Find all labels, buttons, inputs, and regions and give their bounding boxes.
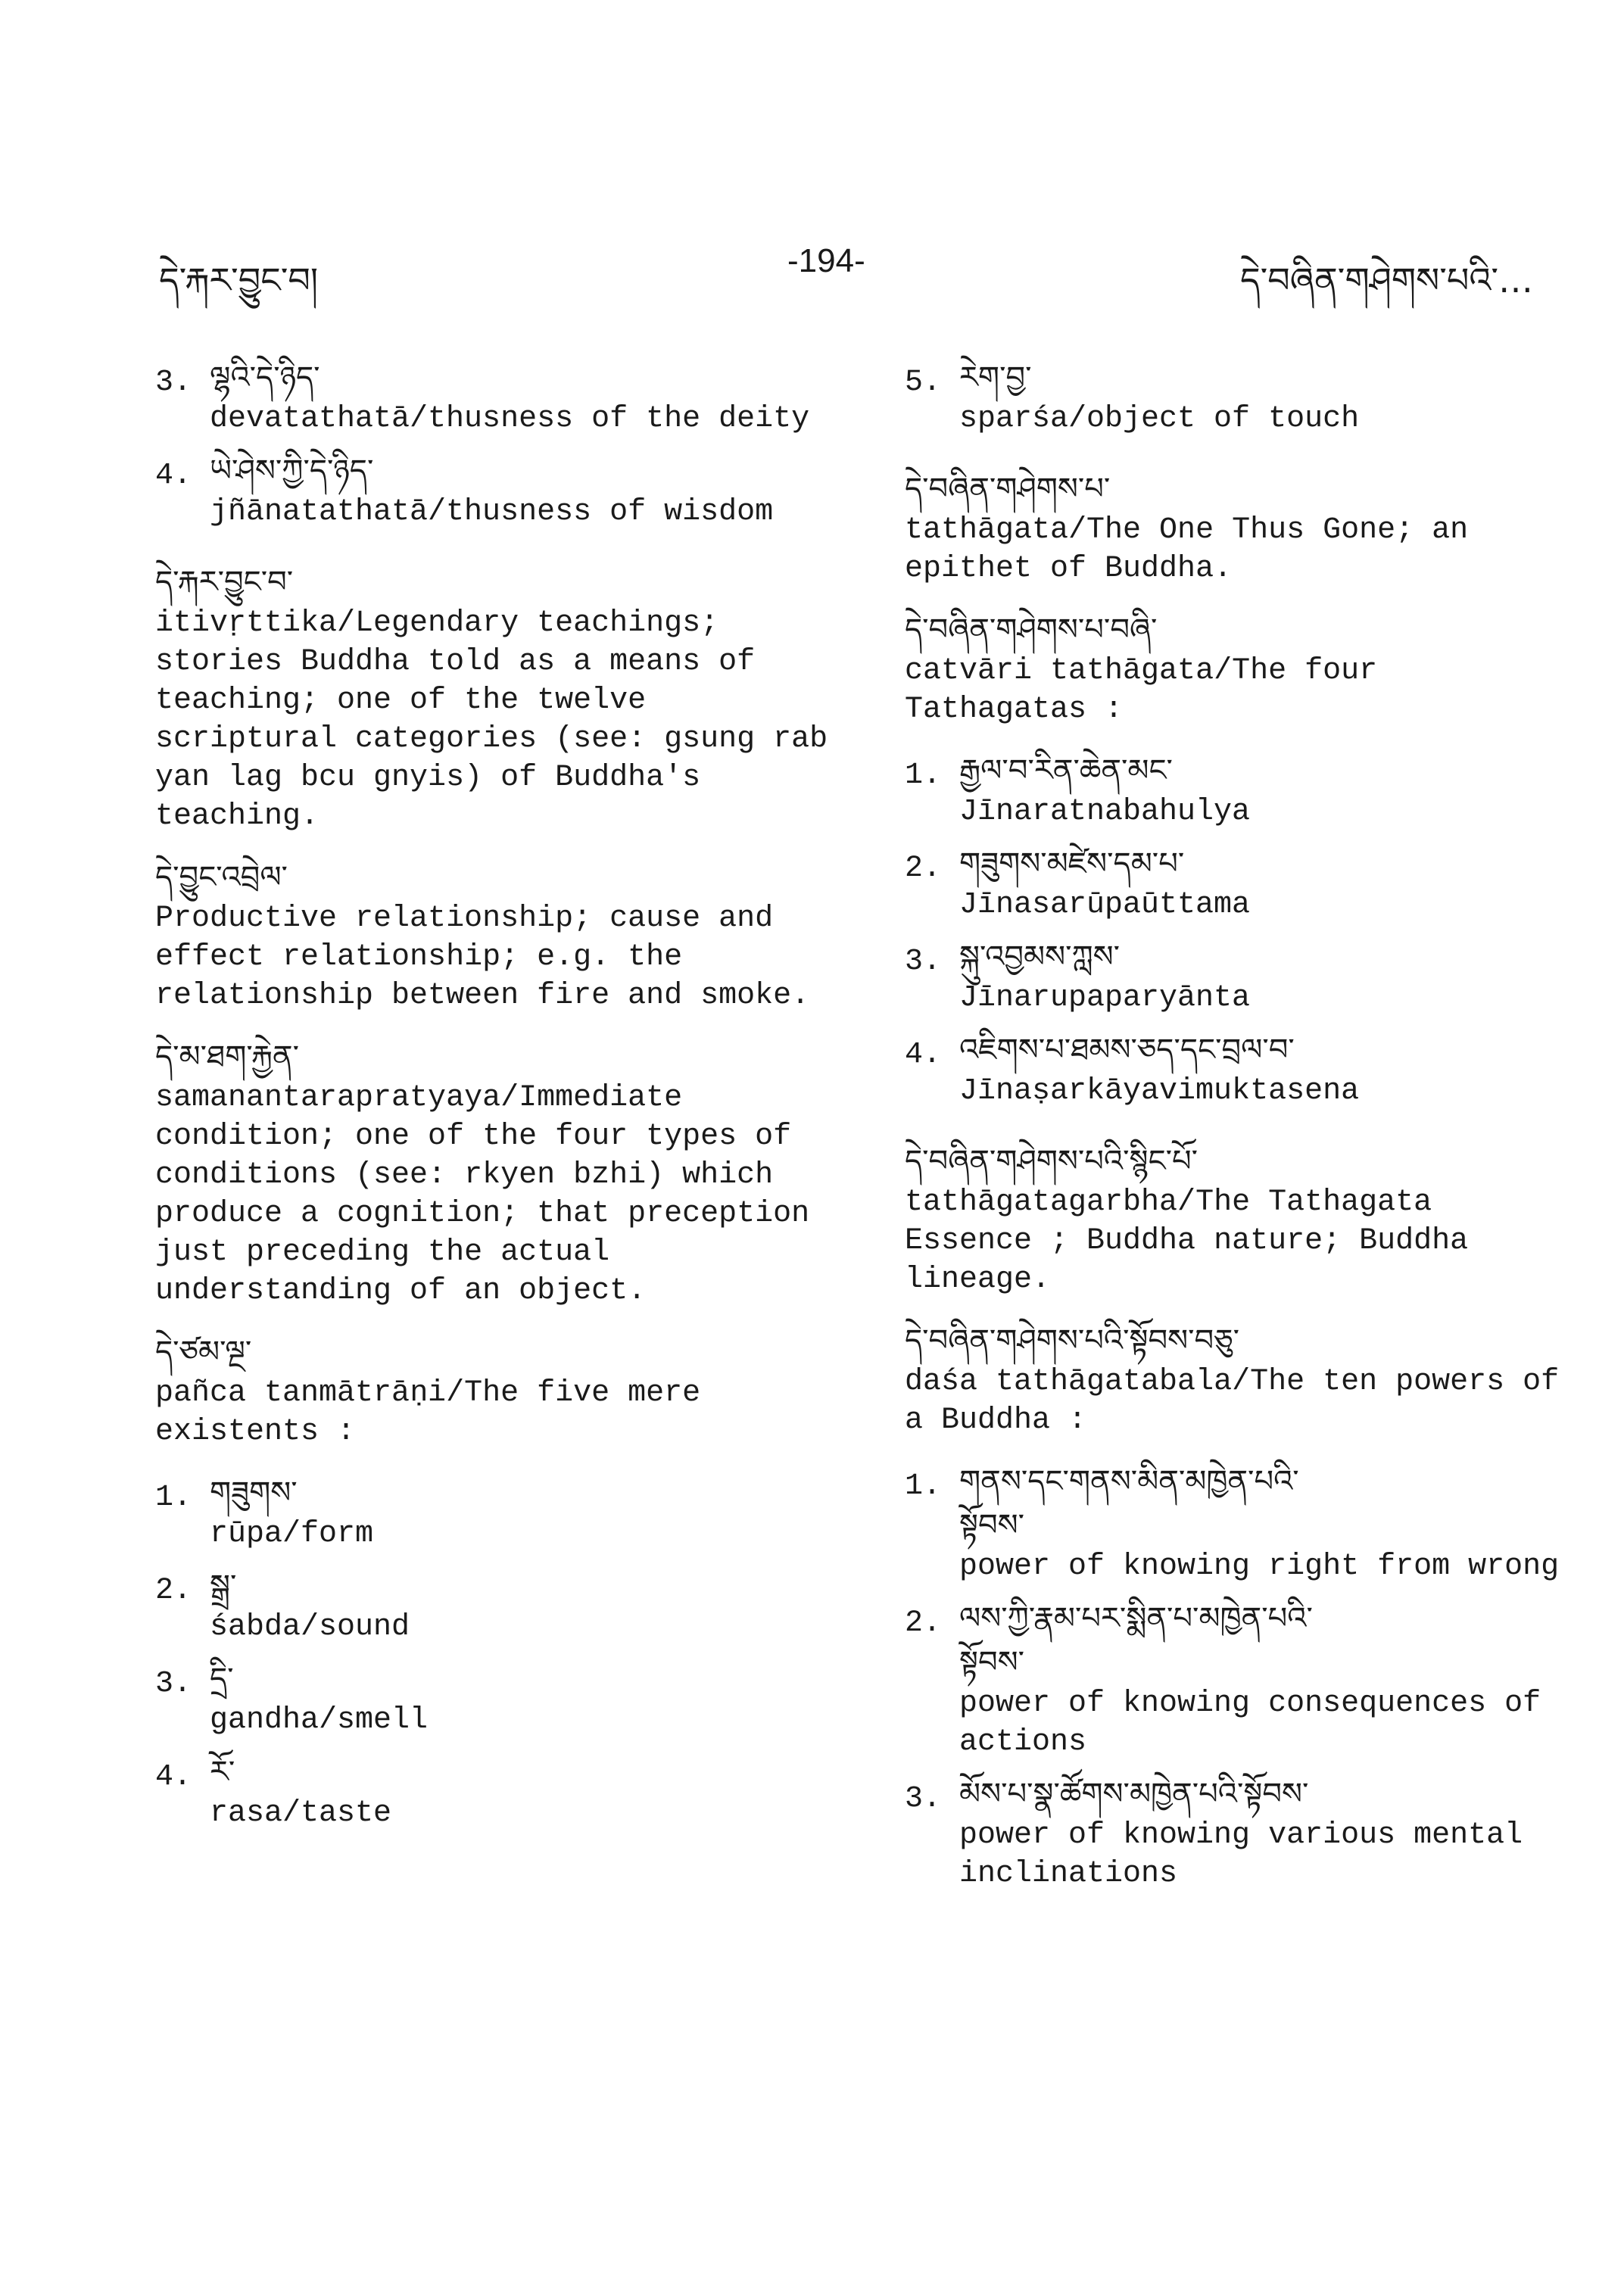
right-column [905,356,1571,1904]
entry-headword: དེ་ཙམ་ལྔ་ [155,1335,252,1369]
list-number: 2. [905,1606,942,1640]
list-number: 3. [905,1782,942,1816]
sanskrit-gloss: śabda/sound [210,1610,410,1644]
tibetan-term: རྒྱལ་བ་རིན་ཆེན་མང་ [959,753,1173,788]
entry-headword: དེ་བཞིན་གཤེགས་པའི་སྙིང་པོ་ [905,1144,1199,1179]
list-number: 4. [905,1038,942,1072]
sanskrit-gloss: rasa/taste [210,1796,392,1830]
entry-headword: དེ་བཞིན་གཤེགས་པའི་སྟོབས་བཅུ་ [905,1323,1240,1358]
tibetan-term: སྒྲ་ [210,1569,237,1603]
sanskrit-gloss: sparśa/object of touch [959,402,1360,436]
glossary-entry [155,560,837,836]
list-number: 2. [155,1574,192,1608]
entry-headword: དེ་རྐར་བྱུང་བ་ [155,565,294,600]
glossary-entry [155,1035,837,1310]
running-head-right: དེ་བཞིན་གཤེགས་པའི་… [1240,260,1533,301]
sanskrit-gloss: Jīnaṣarkāyavimuktasena [959,1074,1360,1108]
entry-headword: དེ་བྱུང་འབྲེལ་ [155,860,288,895]
entry-definition: samanantarapratyaya/Immediate condition; one of the four types of conditions (see: rkyen bzhi) which produce a cognition; that preception just preceding the actual understanding of an object. [155,1081,810,1308]
list-item [905,1460,1571,1586]
glossary-entry [155,1330,837,1451]
sanskrit-gloss: gandha/smell [210,1703,429,1737]
entry-headword: དེ་མ་ཐག་རྐྱེན་ [155,1039,299,1074]
list-item [905,356,1571,438]
tibetan-term: འཇིགས་པ་ཐམས་ཅད་དང་བྲལ་བ་ [959,1033,1295,1067]
tibetan-term-cont: སྟོབས་ [959,1645,1025,1680]
entry-definition: tathāgatagarbha/The Tathagata Essence ; Buddha nature; Buddha lineage. [905,1185,1469,1297]
list-item [155,1564,837,1647]
entry-definition: pañca tanmātrāṇi/The five mere existents : [155,1376,701,1449]
list-item [905,1028,1571,1111]
sanskrit-gloss: Jīnasarūpaūttama [959,888,1251,922]
entry-definition: tathāgata/The One Thus Gone; an epithet of Buddha. [905,513,1469,586]
list-item [155,1471,837,1553]
list-item [905,1772,1571,1893]
list-number: 3. [905,945,942,979]
tibetan-term: གནས་དང་གནས་མིན་མཁྱེན་པའི་ [959,1464,1299,1499]
tibetan-term: ཡེ་ཤེས་ཀྱི་དེ་ཉིད་ [210,453,374,488]
entry-definition: Productive relationship; cause and effect relationship; e.g. the relationship between fire and smoke. [155,902,810,1013]
entry-headword: དེ་བཞིན་གཤེགས་པ་ [905,472,1111,506]
tibetan-term: རོ་ [210,1755,235,1790]
tibetan-term-cont: སྟོབས་ [959,1508,1025,1543]
entry-definition: daśa tathāgatabala/The ten powers of a Buddha : [905,1365,1560,1438]
tibetan-term: ལས་ཀྱི་རྣམ་པར་སྨིན་པ་མཁྱེན་པའི་ [959,1601,1313,1636]
glossary-entry [905,467,1571,588]
tibetan-term: དྲི་ [210,1662,234,1696]
list-number: 4. [155,1760,192,1794]
tibetan-term: སྐུ་འབྱམས་ཀླས་ [959,939,1121,974]
list-item [155,1657,837,1740]
list-item [905,749,1571,831]
sanskrit-gloss: rūpa/form [210,1517,374,1551]
list-item [155,1750,837,1833]
sanskrit-gloss: jñānatathatā/thusness of wisdom [210,495,774,529]
entry-definition: catvāri tathāgata/The four Tathagatas : [905,654,1378,727]
sanskrit-gloss: Jīnaratnabahulya [959,795,1251,829]
glossary-entry [905,1139,1571,1299]
list-item [905,842,1571,924]
list-item [905,935,1571,1017]
entry-definition: itivṛttika/Legendary teachings; stories Buddha told as a means of teaching; one of the twelve scriptural categories (see: gsung rab yan lag bcu gnyis) of Buddha's teaching. [155,606,828,833]
tibetan-term: ལྷའི་དེ་ཉིད་ [210,360,320,395]
list-number: 2. [905,852,942,886]
tibetan-term: རེག་བྱ་ [959,360,1032,395]
page-number: -194- [787,242,865,279]
list-item [905,1597,1571,1762]
list-number: 3. [155,366,192,400]
glossary-entry [155,855,837,1015]
list-number: 5. [905,366,942,400]
tibetan-term: གཟུགས་ [210,1475,298,1510]
english-gloss: power of knowing right from wrong [959,1550,1560,1584]
list-number: 4. [155,459,192,493]
tibetan-term: མོས་པ་སྣ་ཚོགས་མཁྱེན་པའི་སྟོབས་ [959,1777,1309,1812]
english-gloss: power of knowing consequences of actions [959,1687,1541,1759]
list-item [155,449,837,531]
glossary-entry [905,1319,1571,1440]
glossary-entry [905,608,1571,729]
list-number: 3. [155,1667,192,1701]
entry-headword: དེ་བཞིན་གཤེགས་པ་བཞི་ [905,612,1158,647]
tibetan-term: གཟུགས་མཛེས་དམ་པ་ [959,846,1185,881]
list-item [155,356,837,438]
list-number: 1. [905,1469,942,1503]
left-column [155,356,837,1843]
running-head-left: དེ་རྐར་བྱུང་བ། [159,260,319,301]
sanskrit-gloss: Jīnarupaparyānta [959,981,1251,1015]
list-number: 1. [905,759,942,793]
list-number: 1. [155,1481,192,1515]
sanskrit-gloss: devatathatā/thusness of the deity [210,402,810,436]
english-gloss: power of knowing various mental inclinations [959,1818,1523,1891]
